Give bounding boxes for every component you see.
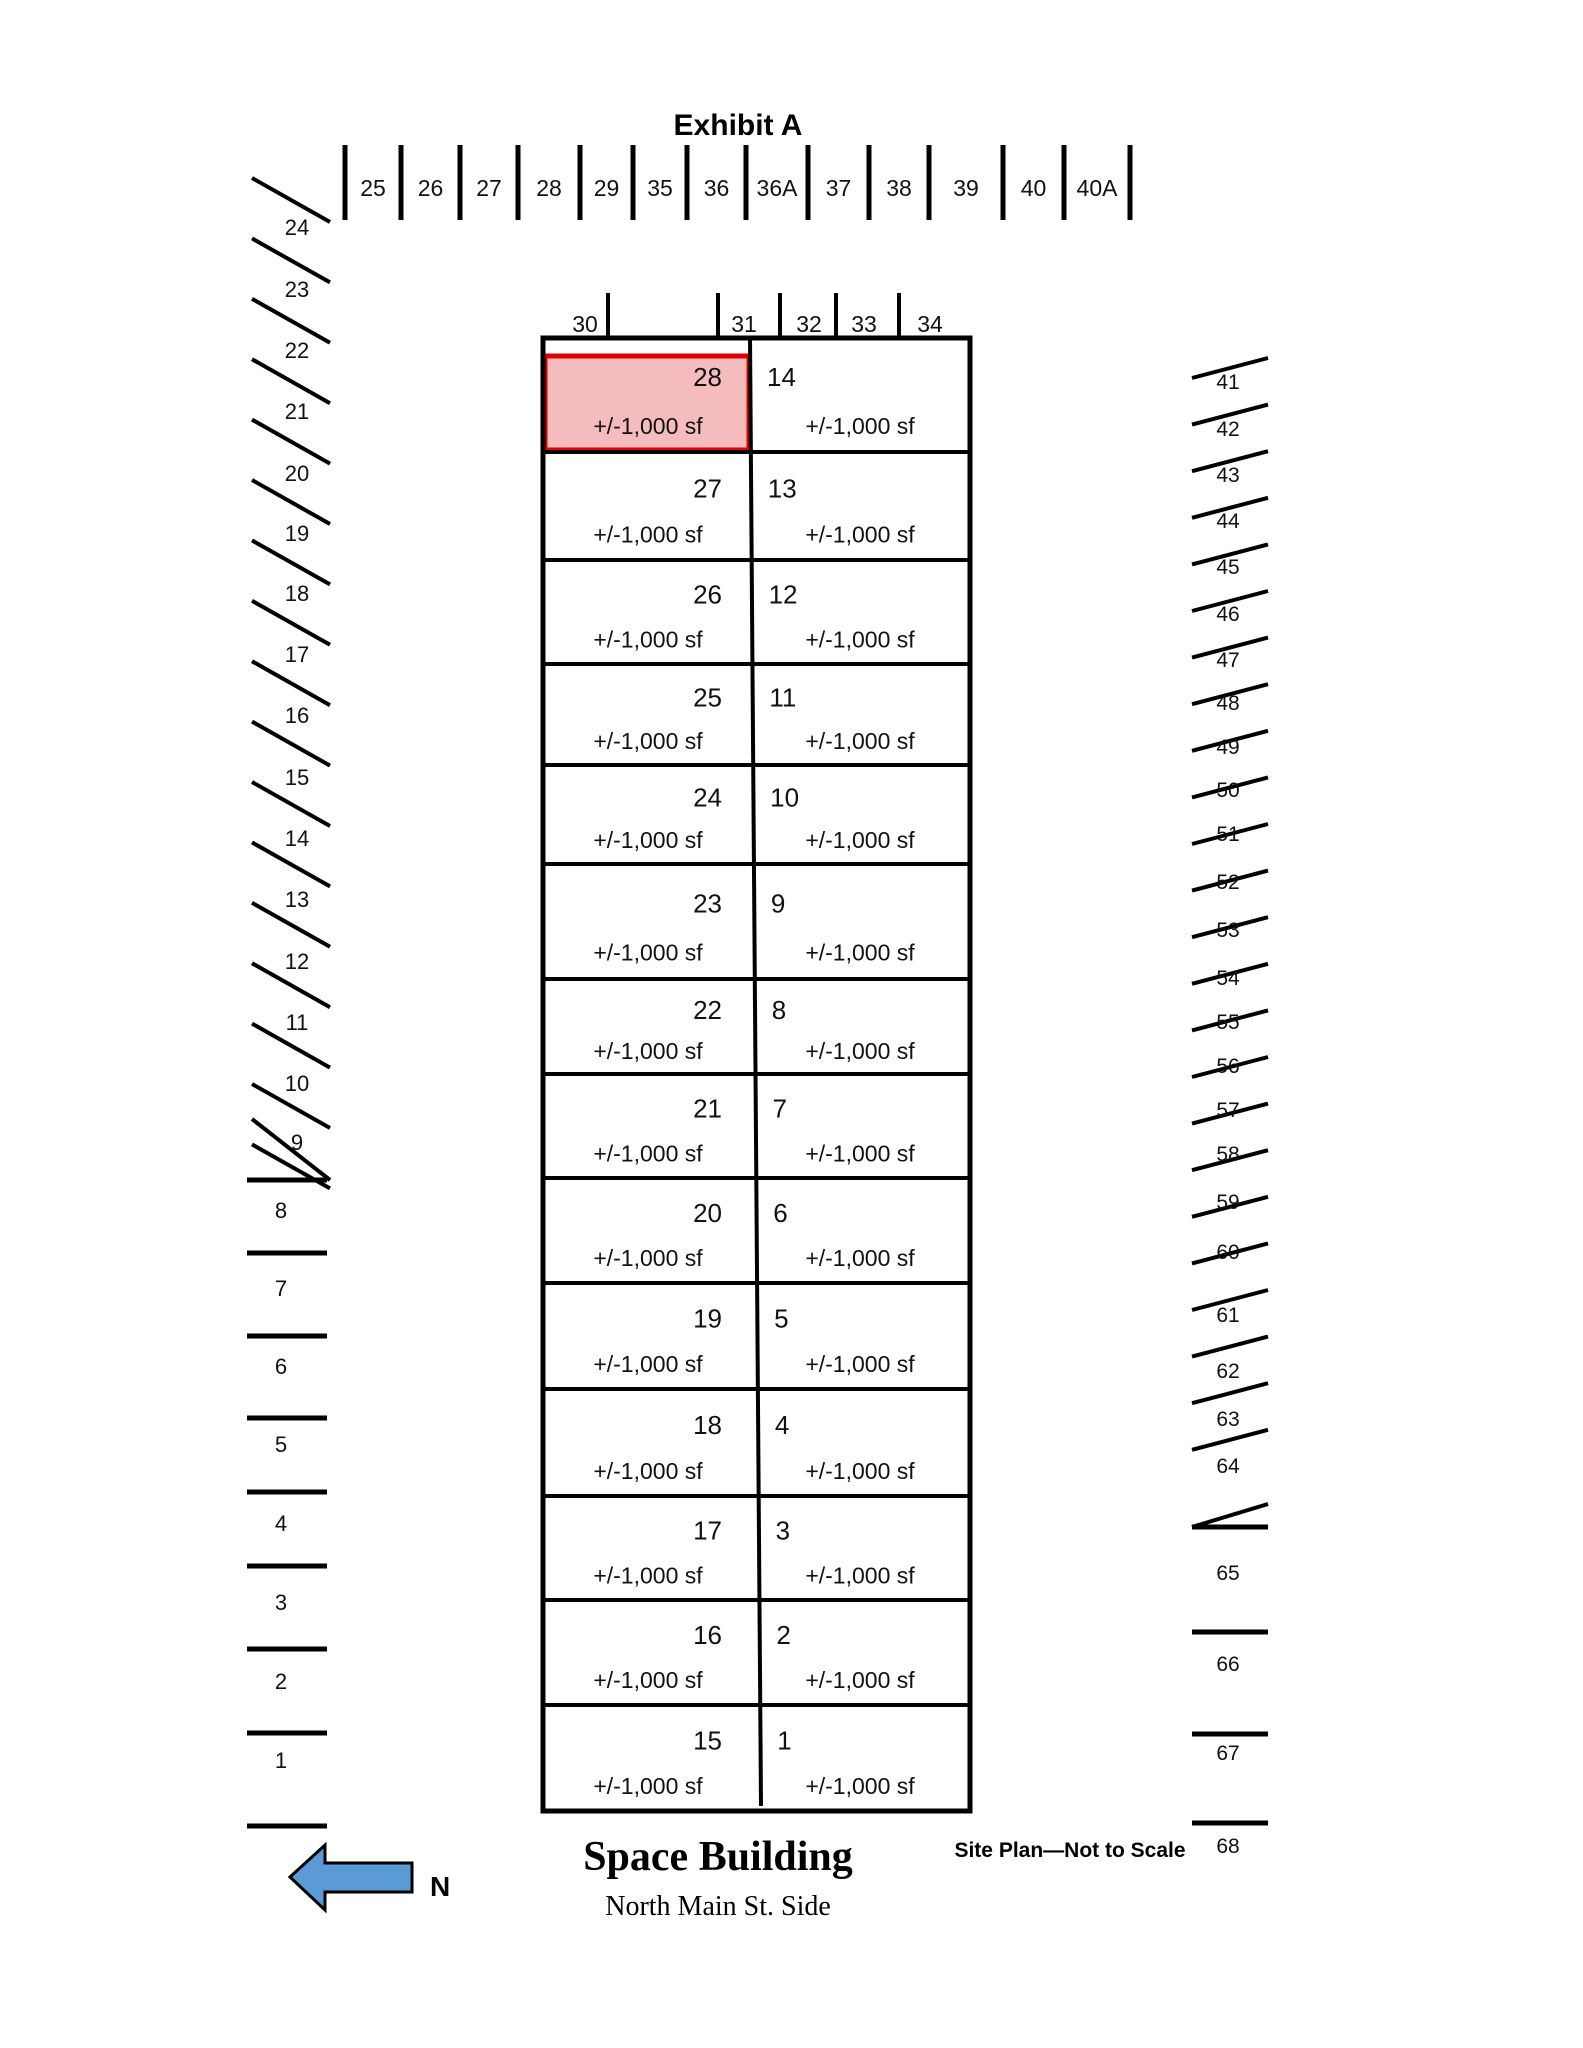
parking-space-label: 47 [1216,649,1240,672]
parking-space-label: 11 [285,1010,309,1035]
unit-number: 23 [693,888,722,919]
parking-space-label: 39 [953,175,979,201]
parking-space-label: 13 [284,887,310,912]
parking-space-label: 59 [1216,1191,1240,1214]
building-units [543,338,970,1811]
unit-number: 13 [767,473,797,504]
parking-stall-line [252,359,330,403]
parking-space-label: 58 [1216,1143,1240,1166]
parking-space-label: 48 [1216,692,1240,715]
parking-space-label: 43 [1216,464,1240,487]
exhibit-title: Exhibit A [673,109,803,142]
parking-space-label: 5 [274,1432,288,1457]
unit-number: 8 [771,994,787,1025]
parking-space-label: 40 [1020,175,1047,201]
unit-area: +/-1,000 sf [593,412,703,439]
parking-space-label: 53 [1216,919,1240,942]
unit-number: 10 [770,782,800,813]
inner-parking-row [572,293,943,338]
unit-area: +/-1,000 sf [805,1140,915,1167]
unit-number: 26 [693,579,722,610]
unit-area: +/-1,000 sf [593,626,703,653]
unit-number: 19 [693,1303,722,1334]
parking-space-label: 28 [536,175,562,201]
parking-stall-line [1192,1430,1268,1450]
unit-number: 14 [767,361,796,392]
parking-space-label: 22 [284,338,310,363]
parking-space-label: 40A [1076,175,1118,201]
parking-space-label: 36 [703,175,730,201]
top-parking-row [345,145,1130,220]
parking-space-label: 14 [284,826,310,851]
parking-space-label: 45 [1216,556,1240,579]
parking-space-label: 66 [1216,1653,1240,1676]
unit-number: 21 [693,1093,722,1124]
unit-number: 15 [693,1725,722,1756]
parking-space-label: 54 [1216,967,1240,990]
unit-area: +/-1,000 sf [593,1562,703,1589]
parking-space-label: 8 [274,1198,288,1223]
parking-space-label: 21 [284,399,310,424]
parking-space-label: 50 [1216,779,1240,802]
parking-space-label: 33 [851,311,877,337]
unit-number: 6 [773,1198,788,1229]
parking-space-label: 60 [1216,1241,1240,1264]
parking-stall-line [252,722,330,766]
unit-number: 16 [693,1620,722,1651]
unit-area: +/-1,000 sf [593,521,703,548]
parking-space-label: 17 [284,642,310,667]
parking-space-label: 4 [274,1511,288,1536]
parking-space-label: 55 [1216,1011,1240,1034]
parking-space-label: 41 [1216,371,1240,394]
unit-number: 17 [693,1515,722,1546]
unit-number: 12 [768,579,798,610]
parking-space-label: 18 [284,581,310,606]
parking-space-label: 30 [572,311,598,337]
unit-area: +/-1,000 sf [805,1457,915,1484]
unit-area: +/-1,000 sf [805,1562,915,1589]
parking-stall-line [252,238,330,282]
unit-area: +/-1,000 sf [805,1351,915,1378]
parking-stall-line [252,420,330,464]
unit-area: +/-1,000 sf [805,727,915,754]
unit-area: +/-1,000 sf [593,939,703,966]
parking-space-label: 34 [917,311,943,337]
parking-space-label: 51 [1216,823,1240,846]
parking-space-label: 6 [274,1354,288,1379]
unit-area: +/-1,000 sf [593,1457,703,1484]
parking-space-label: 36A [756,175,798,201]
unit-area: +/-1,000 sf [593,1140,703,1167]
parking-space-label: 52 [1216,871,1240,894]
unit-area: +/-1,000 sf [805,827,915,854]
parking-space-label: 9 [290,1130,304,1155]
building-subtitle: North Main St. Side [605,1891,831,1922]
unit-area: +/-1,000 sf [805,521,915,548]
parking-stall-line [252,601,330,645]
parking-space-label: 57 [1216,1099,1240,1122]
parking-space-label: 27 [476,175,502,201]
parking-space-label: 2 [274,1669,288,1694]
parking-space-label: 19 [284,521,310,546]
parking-space-label: 38 [886,175,912,201]
unit-number: 18 [693,1409,722,1440]
parking-space-label: 44 [1216,510,1240,533]
unit-area: +/-1,000 sf [593,1037,703,1064]
parking-space-label: 23 [284,277,310,302]
parking-space-label: 49 [1216,736,1240,759]
unit-number: 24 [693,782,722,813]
parking-space-label: 31 [731,311,757,337]
parking-space-label: 62 [1216,1360,1240,1383]
parking-space-label: 10 [284,1071,310,1096]
unit-number: 4 [774,1409,790,1440]
parking-space-label: 12 [284,949,310,974]
parking-space-label: 24 [284,215,310,240]
unit-area: +/-1,000 sf [805,1245,915,1272]
right-parking-row [1192,358,1268,1858]
unit-area: +/-1,000 sf [805,1667,915,1694]
parking-space-label: 35 [647,175,673,201]
unit-area: +/-1,000 sf [805,1037,915,1064]
unit-number: 22 [693,994,722,1025]
unit-area: +/-1,000 sf [593,1667,703,1694]
unit-area: +/-1,000 sf [593,1245,703,1272]
parking-space-label: 20 [284,461,310,486]
parking-stall-line [252,661,330,705]
parking-space-label: 15 [284,765,310,790]
scale-note: Site Plan—Not to Scale [954,1839,1186,1862]
unit-area: +/-1,000 sf [805,1773,915,1800]
parking-space-label: 67 [1216,1742,1240,1765]
parking-stall-line [1192,1383,1268,1403]
parking-space-label: 68 [1216,1835,1240,1858]
unit-number: 25 [693,682,722,713]
parking-space-label: 64 [1216,1455,1240,1478]
parking-space-label: 26 [417,175,444,201]
unit-area: +/-1,000 sf [593,827,703,854]
unit-number: 11 [769,682,797,713]
parking-space-label: 63 [1216,1408,1240,1431]
parking-space-label: 61 [1216,1304,1240,1327]
parking-space-label: 65 [1216,1562,1240,1585]
unit-number: 5 [774,1303,789,1334]
parking-space-label: 16 [284,703,310,728]
parking-space-label: 3 [274,1590,288,1615]
unit-area: +/-1,000 sf [805,412,915,439]
parking-space-label: 42 [1216,418,1240,441]
parking-space-label: 56 [1216,1055,1240,1078]
parking-space-label: 7 [274,1276,288,1301]
parking-space-label: 29 [593,175,620,201]
unit-area: +/-1,000 sf [593,727,703,754]
unit-number: 27 [693,473,722,504]
unit-number: 7 [772,1093,787,1124]
parking-space-label: 37 [825,175,852,201]
unit-number: 9 [770,888,786,919]
unit-area: +/-1,000 sf [593,1773,703,1800]
unit-number: 3 [775,1515,791,1546]
unit-area: +/-1,000 sf [805,626,915,653]
left-parking-row [247,178,330,1826]
parking-stall-line [252,540,330,584]
unit-area: +/-1,000 sf [593,1351,703,1378]
unit-number: 20 [693,1198,722,1229]
parking-stall-line [1192,1337,1268,1357]
parking-stall-line [252,299,330,343]
unit-number: 28 [693,361,722,392]
building-name: Space Building [583,1834,853,1880]
parking-space-label: 25 [360,175,386,201]
parking-stall-line [252,480,330,524]
unit-area: +/-1,000 sf [805,939,915,966]
parking-space-label: 1 [274,1748,288,1773]
unit-number: 2 [776,1620,791,1651]
parking-space-label: 32 [796,311,822,337]
unit-number: 1 [777,1725,792,1756]
parking-stall-line [1192,1504,1268,1527]
north-arrow-icon [290,1845,412,1910]
north-label: N [430,1871,451,1902]
parking-space-label: 46 [1216,603,1240,626]
